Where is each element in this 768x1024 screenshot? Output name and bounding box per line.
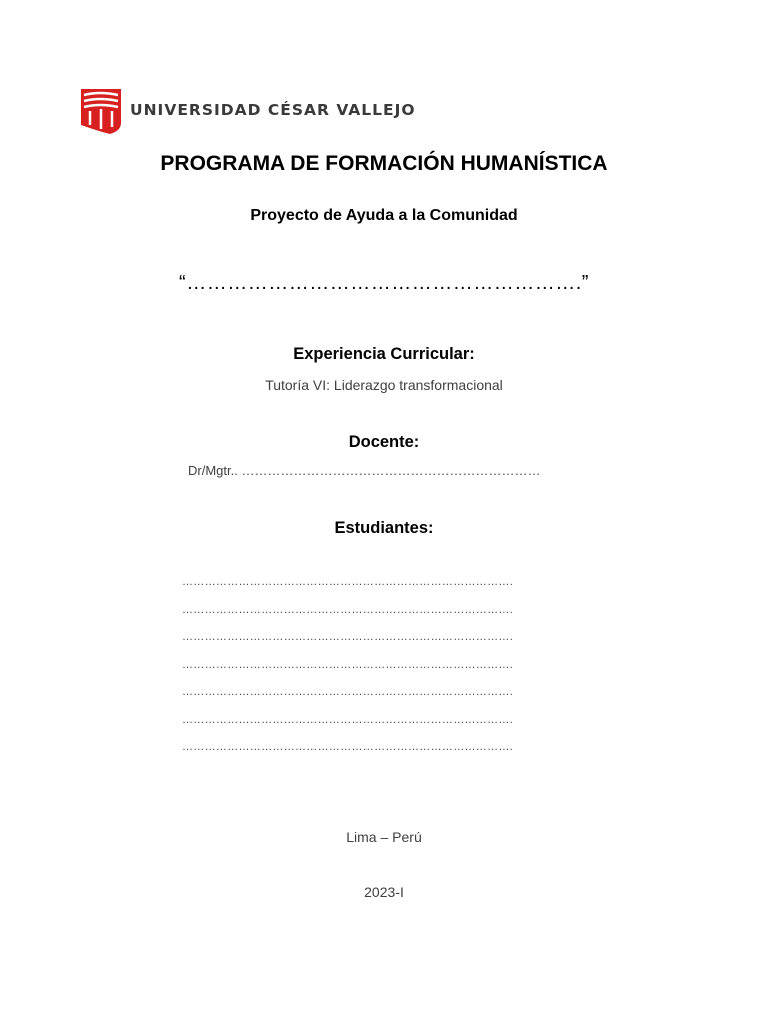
teacher-heading: Docente: — [348, 433, 420, 451]
student-line: ……………………………………………………………………………. — [182, 576, 514, 588]
student-line: ……………………………………………………………………………. — [182, 631, 514, 643]
ucv-shield-icon — [80, 87, 122, 135]
university-logo — [80, 87, 416, 135]
program-title: PROGRAMA DE FORMACIÓN HUMANÍSTICA — [160, 152, 608, 175]
student-line: ……………………………………………………………………………. — [182, 658, 514, 671]
city: Lima – Perú — [346, 829, 422, 845]
student-line: ……………………………………………………………………………. — [182, 741, 514, 753]
student-line: ……………………………………………………………………………. — [182, 686, 514, 698]
curricular-heading: Experiencia Curricular: — [293, 345, 475, 363]
teacher-placeholder: Dr/Mgtr.. …………………………………………………………… — [188, 463, 541, 478]
course-name: Tutoría VI: Liderazgo transformacional — [265, 377, 503, 393]
project-type: Proyecto de Ayuda a la Comunidad — [250, 207, 518, 224]
year: 2023-I — [364, 884, 404, 900]
university-name: UNIVERSIDAD CÉSAR VALLEJO — [130, 101, 416, 119]
student-list — [182, 576, 513, 769]
student-line: ……………………………………………………………………………. — [182, 713, 514, 726]
project-title-placeholder: “………………………………………………….” — [179, 272, 589, 294]
student-line: ……………………………………………………………………………. — [182, 603, 514, 616]
students-heading: Estudiantes: — [334, 519, 434, 537]
